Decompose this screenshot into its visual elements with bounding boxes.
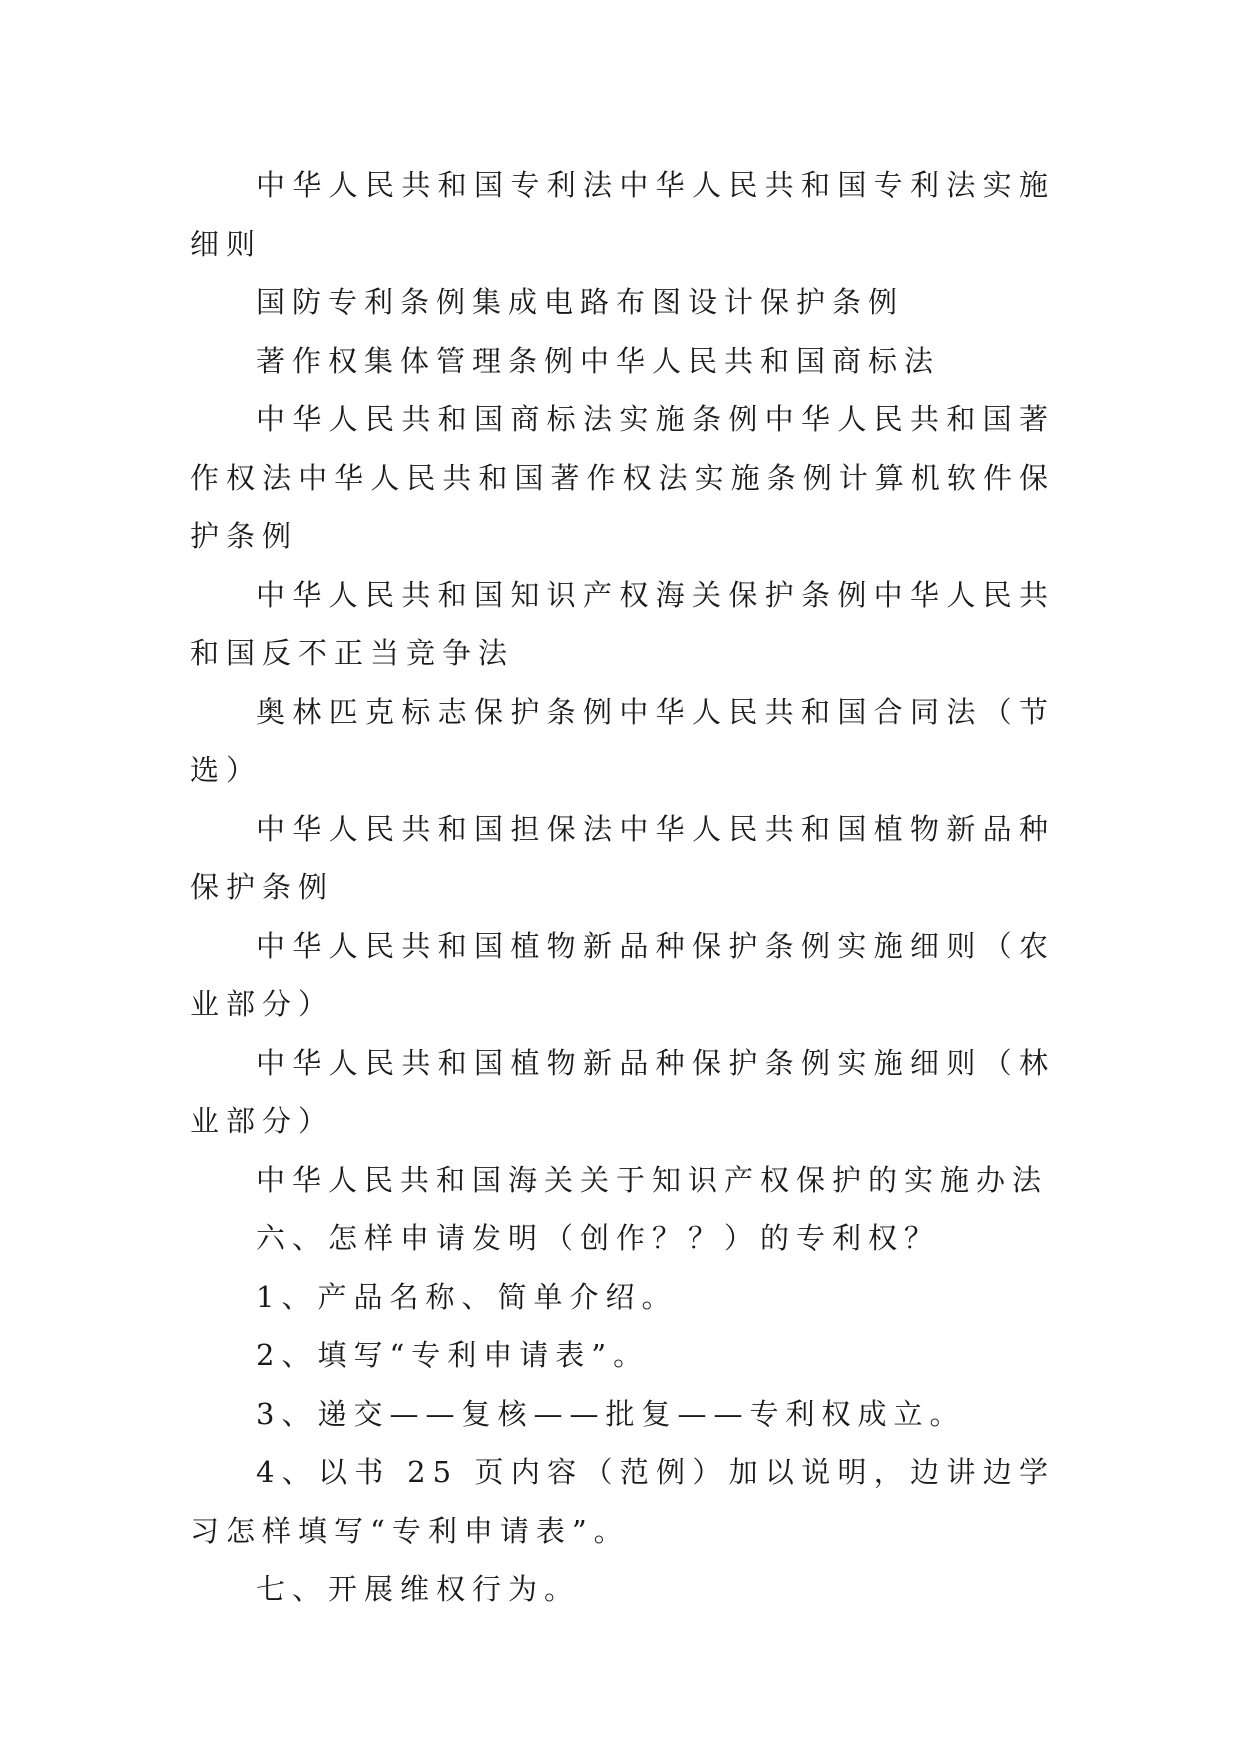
paragraph: 中华人民共和国植物新品种保护条例实施细则（农业部分） xyxy=(190,928,1055,1021)
list-item: 1、产品名称、简单介绍。 xyxy=(256,1279,678,1314)
paragraph: 中华人民共和国海关关于知识产权保护的实施办法 xyxy=(256,1162,1049,1197)
paragraph: 中华人民共和国商标法实施条例中华人民共和国著作权法中华人民共和国著作权法实施条例计算机软件保护条例 xyxy=(190,402,1055,553)
paragraph: 国防专利条例集成电路布图设计保护条例 xyxy=(256,285,905,319)
document-body xyxy=(190,156,1055,1619)
paragraph: 中华人民共和国担保法中华人民共和国植物新品种保护条例 xyxy=(190,811,1055,904)
paragraph: 中华人民共和国植物新品种保护条例实施细则（林业部分） xyxy=(190,1045,1055,1138)
paragraph: 著作权集体管理条例中华人民共和国商标法 xyxy=(256,343,941,378)
list-item: 2、填写“专利申请表”。 xyxy=(256,1338,650,1372)
section-heading: 六、怎样申请发明（创作？？）的专利权？ xyxy=(256,1221,941,1255)
paragraph: 奥林匹克标志保护条例中华人民共和国合同法（节选） xyxy=(190,694,1055,787)
section-heading: 七、开展维权行为。 xyxy=(256,1572,581,1606)
list-item: 3、递交——复核——批复——专利权成立。 xyxy=(256,1396,966,1431)
list-item: 4、以书 25 页内容（范例）加以说明，边讲边学习怎样填写“专利申请表”。 xyxy=(190,1455,1055,1548)
paragraph: 中华人民共和国专利法中华人民共和国专利法实施细则 xyxy=(190,168,1055,261)
paragraph: 中华人民共和国知识产权海关保护条例中华人民共和国反不正当竞争法 xyxy=(190,577,1055,670)
